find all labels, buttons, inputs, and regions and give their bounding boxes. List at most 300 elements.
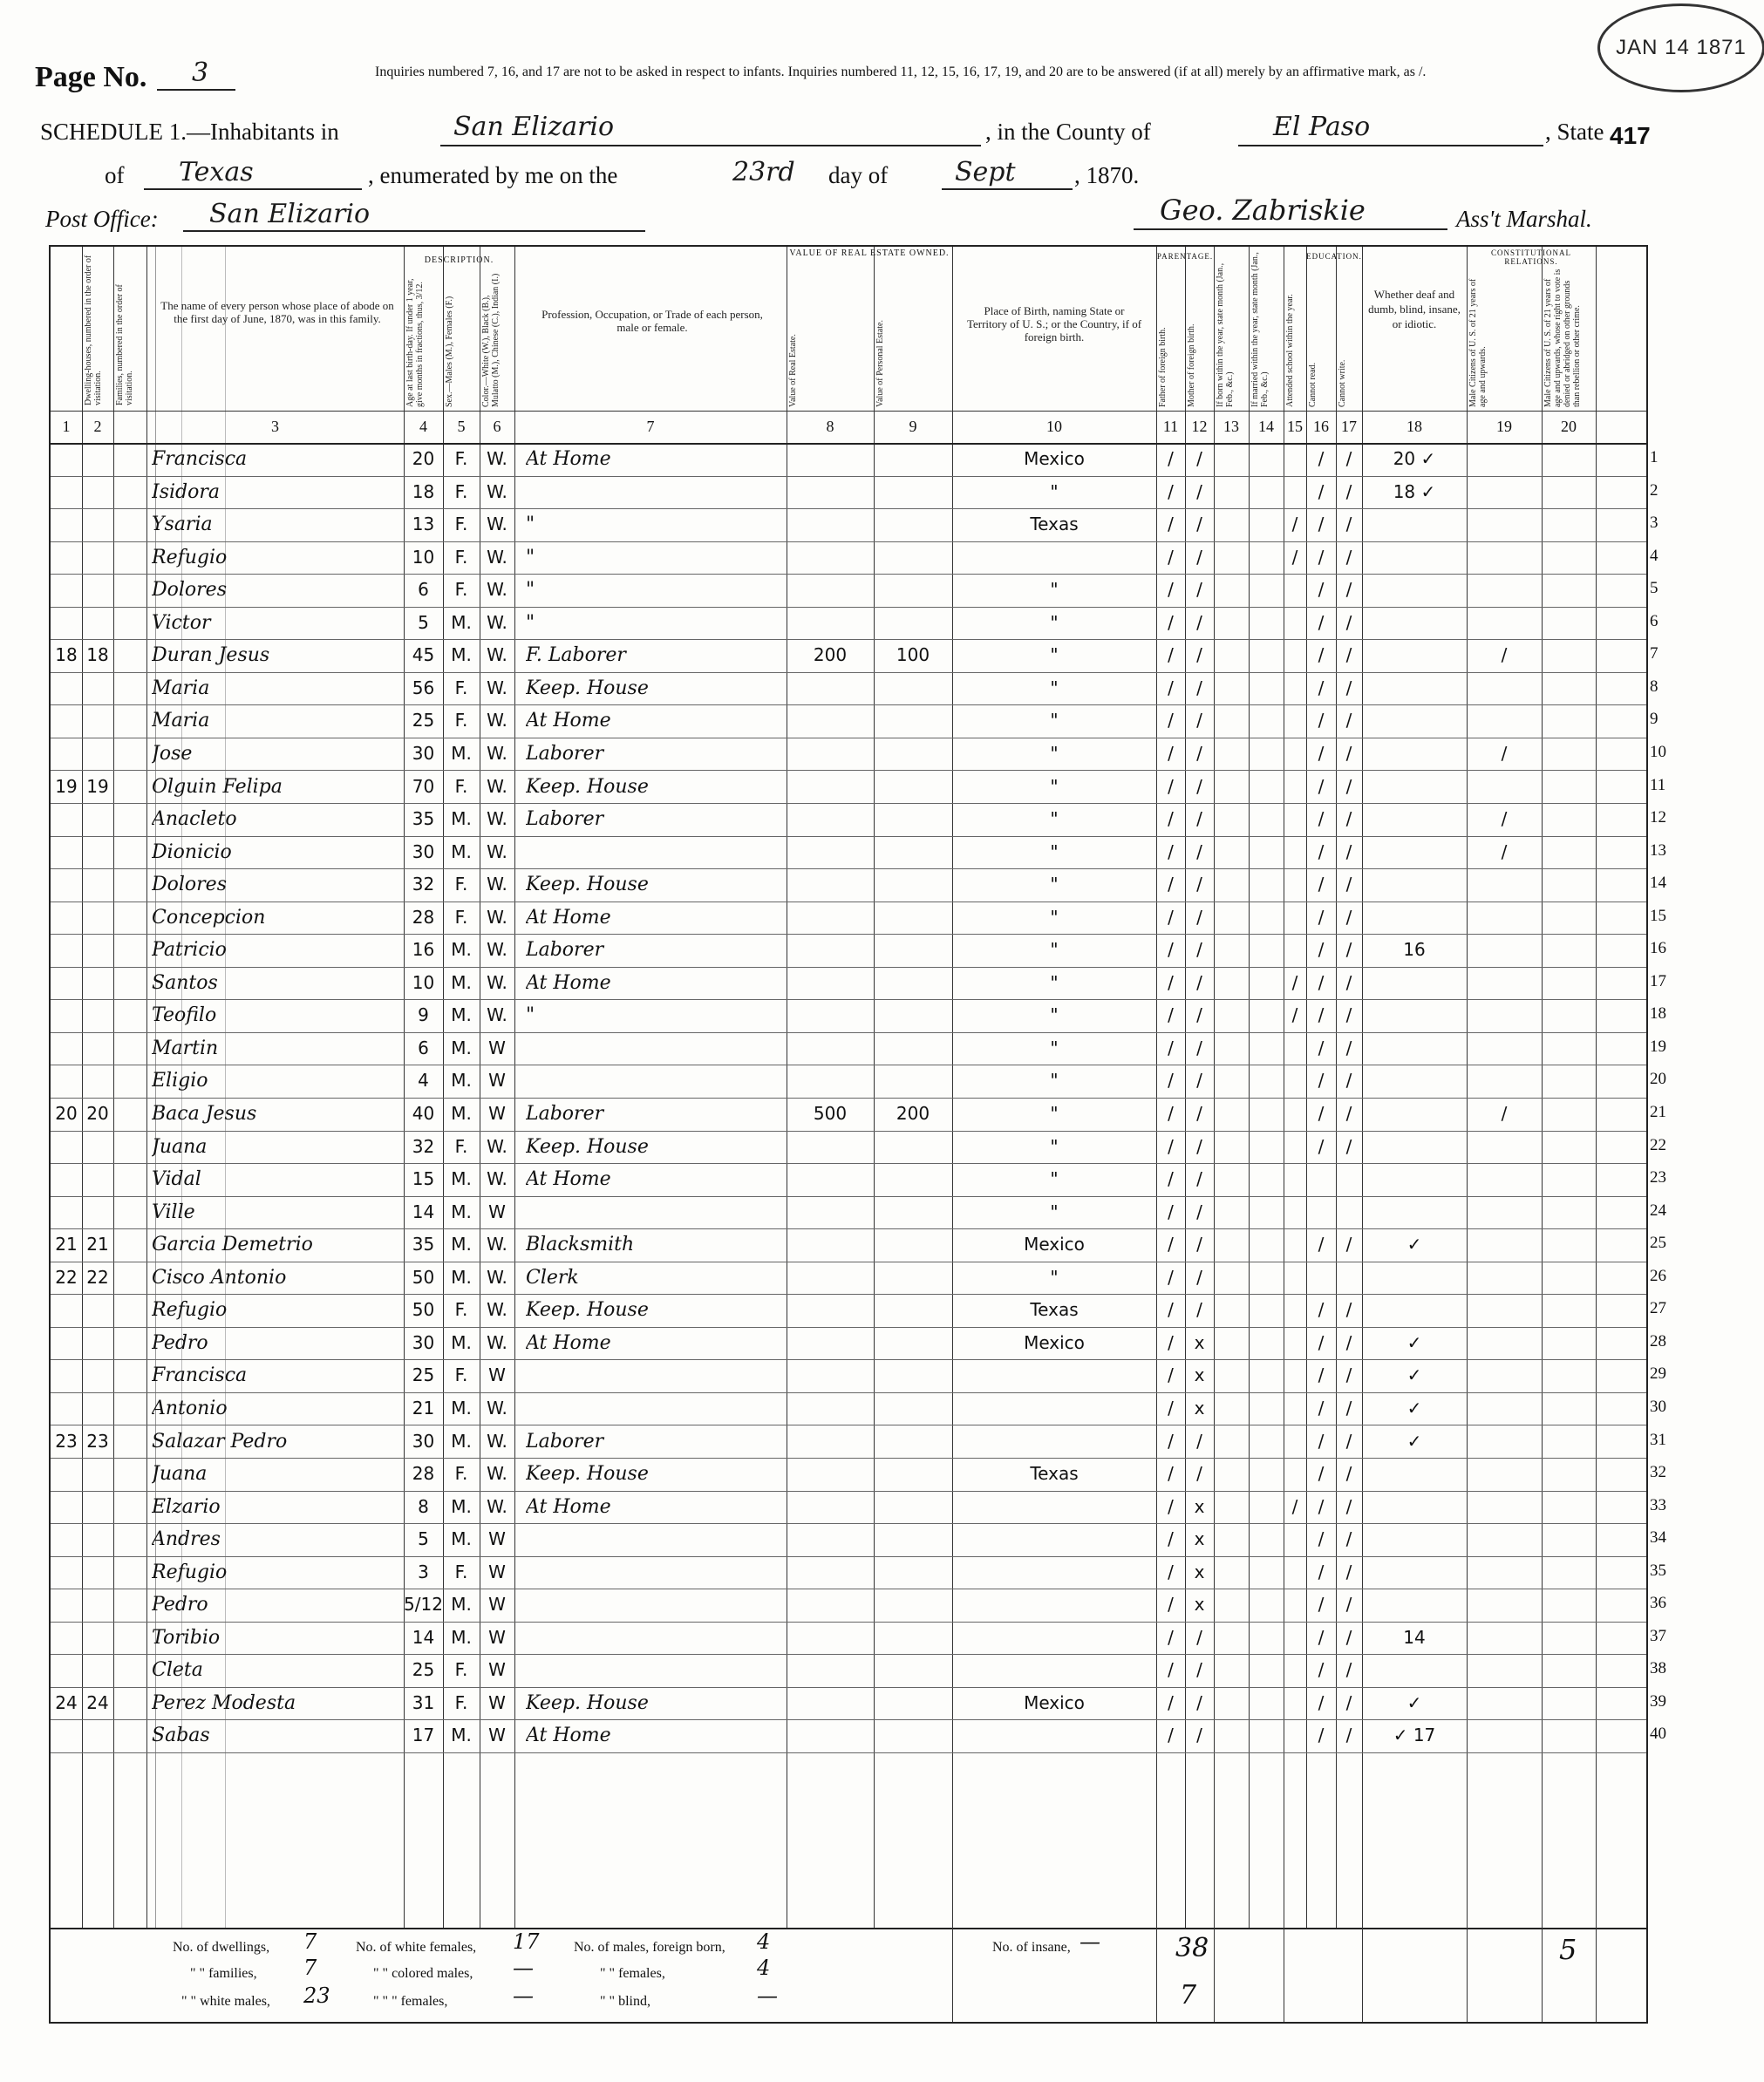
- line-number: 17: [1650, 971, 1666, 990]
- sex: M.: [451, 1725, 472, 1746]
- person-name: Toribio: [152, 1626, 221, 1649]
- person-name: Ysaria: [152, 514, 213, 536]
- line-number: 12: [1650, 808, 1666, 827]
- color: W.: [487, 808, 507, 830]
- father-foreign-mark: /: [1168, 1691, 1174, 1713]
- mother-foreign-mark: /: [1196, 514, 1202, 535]
- cannot-write-mark: /: [1345, 1561, 1352, 1582]
- col-number: 1: [62, 418, 71, 435]
- line-number: 2: [1650, 480, 1658, 500]
- mother-foreign-mark: /: [1196, 710, 1202, 731]
- color: W.: [487, 906, 507, 928]
- cannot-write-mark: /: [1345, 874, 1352, 895]
- dwelling-number: 20: [55, 1103, 78, 1124]
- occupation: Keep. House: [526, 1691, 649, 1714]
- color: W.: [487, 1331, 507, 1353]
- color: W.: [487, 1004, 507, 1026]
- color: W.: [487, 448, 507, 469]
- line-number: 18: [1650, 1004, 1666, 1024]
- age: 30: [412, 840, 435, 862]
- sex: M.: [451, 1528, 472, 1550]
- color: W: [488, 1725, 506, 1746]
- attended-school-mark: /: [1291, 514, 1298, 535]
- occupation: ": [526, 514, 535, 536]
- cannot-read-mark: /: [1318, 1299, 1325, 1321]
- header-group-estate: VALUE OF REAL ESTATE OWNED.: [789, 248, 950, 258]
- birthplace: ": [1050, 874, 1059, 895]
- occupation: Clerk: [526, 1266, 579, 1289]
- of-label: of: [105, 162, 125, 188]
- father-foreign-mark: /: [1168, 840, 1174, 862]
- col-number: 9: [909, 418, 917, 435]
- birthplace: Texas: [1030, 514, 1079, 535]
- person-name: Salazar Pedro: [152, 1430, 288, 1453]
- occupation: ": [526, 611, 535, 634]
- mother-foreign-mark: /: [1196, 742, 1202, 764]
- cannot-read-mark: /: [1318, 1364, 1325, 1386]
- color: W: [488, 1037, 506, 1058]
- mother-foreign-mark: x: [1194, 1495, 1205, 1517]
- father-foreign-mark: /: [1168, 514, 1174, 535]
- cannot-read-mark: /: [1318, 514, 1325, 535]
- father-foreign-mark: /: [1168, 775, 1174, 797]
- header-col-7: Profession, Occupation, or Trade of each person, male or female.: [541, 308, 763, 334]
- cannot-write-mark: /: [1345, 775, 1352, 797]
- father-foreign-mark: /: [1168, 1528, 1174, 1550]
- father-foreign-mark: /: [1168, 1594, 1174, 1616]
- cannot-write-mark: /: [1345, 1331, 1352, 1353]
- occupation: Keep. House: [526, 1135, 649, 1158]
- sex: F.: [454, 1135, 468, 1157]
- mother-foreign-mark: x: [1194, 1561, 1205, 1582]
- color: W: [488, 1070, 506, 1092]
- person-name: Juana: [152, 1463, 208, 1486]
- cannot-write-mark: /: [1345, 1070, 1352, 1092]
- sex: M.: [451, 1004, 472, 1026]
- county-name: El Paso: [1273, 112, 1371, 142]
- line-number: 33: [1650, 1495, 1666, 1514]
- occupation: Laborer: [526, 939, 604, 962]
- sex: F.: [454, 546, 468, 568]
- sex: M.: [451, 644, 472, 666]
- father-foreign-mark: /: [1168, 480, 1174, 502]
- birthplace: Texas: [1030, 1463, 1079, 1485]
- father-foreign-mark: /: [1168, 1201, 1174, 1222]
- cannot-read-mark: /: [1318, 742, 1325, 764]
- sheet-number: 417: [1610, 122, 1651, 149]
- day-of-label: day of: [828, 162, 889, 188]
- marshal-label: Ass't Marshal.: [1456, 206, 1592, 232]
- color: W.: [487, 1299, 507, 1321]
- cannot-write-mark: /: [1345, 644, 1352, 666]
- sex: M.: [451, 1331, 472, 1353]
- blind-value: —: [757, 1983, 778, 2008]
- occupation: Keep. House: [526, 1299, 649, 1322]
- age: 6: [418, 579, 429, 601]
- citizen-mark: /: [1501, 644, 1508, 666]
- line-number: 6: [1650, 611, 1658, 630]
- line-number: 5: [1650, 579, 1658, 598]
- birthplace: ": [1050, 480, 1059, 502]
- color: W.: [487, 644, 507, 666]
- post-office-line: [183, 230, 645, 232]
- mother-foreign-mark: /: [1196, 1103, 1202, 1124]
- sex: F.: [454, 448, 468, 469]
- father-foreign-mark: /: [1168, 1266, 1174, 1288]
- line-number: 40: [1650, 1725, 1666, 1744]
- line-number: 9: [1650, 710, 1658, 729]
- person-name: Refugio: [152, 1299, 228, 1322]
- dwelling-number: 22: [55, 1266, 78, 1288]
- occupation: At Home: [526, 448, 611, 470]
- person-name: Victor: [152, 611, 211, 634]
- header-group-parentage: PARENTAGE.: [1156, 252, 1214, 261]
- sex: M.: [451, 1168, 472, 1190]
- occupation: ": [526, 546, 535, 568]
- county-line: [1238, 145, 1543, 146]
- state-name: Texas: [179, 157, 254, 187]
- disability-note: 14: [1403, 1626, 1426, 1648]
- cannot-write-mark: /: [1345, 1495, 1352, 1517]
- occupation: F. Laborer: [526, 644, 626, 667]
- birthplace: Mexico: [1024, 1234, 1085, 1255]
- person-name: Garcia Demetrio: [152, 1234, 313, 1256]
- cannot-write-mark: /: [1345, 1659, 1352, 1681]
- line-number: 11: [1650, 775, 1666, 794]
- dwellings-value: 7: [303, 1929, 317, 1954]
- person-name: Refugio: [152, 1561, 228, 1583]
- father-foreign-mark: /: [1168, 906, 1174, 928]
- cannot-write-mark: /: [1345, 906, 1352, 928]
- color: W: [488, 1201, 506, 1222]
- line-number: 30: [1650, 1397, 1666, 1416]
- father-foreign-mark: /: [1168, 1463, 1174, 1485]
- state-label: , State: [1545, 119, 1604, 145]
- father-foreign-mark: /: [1168, 710, 1174, 731]
- year-value: , 1870.: [1074, 162, 1140, 188]
- birthplace: Mexico: [1024, 1331, 1085, 1353]
- sex: M.: [451, 1397, 472, 1419]
- line-number: 22: [1650, 1135, 1666, 1154]
- cannot-read-mark: /: [1318, 1234, 1325, 1255]
- father-foreign-mark: /: [1168, 1070, 1174, 1092]
- line-number: 20: [1650, 1070, 1666, 1089]
- cannot-write-mark: /: [1345, 1725, 1352, 1746]
- cannot-read-mark: /: [1318, 611, 1325, 633]
- occupation: Keep. House: [526, 775, 649, 798]
- birthplace: Mexico: [1024, 448, 1085, 469]
- white-males-label: " " white males,: [181, 1994, 270, 2009]
- header-col-15: Attended school within the year.: [1285, 294, 1295, 407]
- cannot-read-mark: /: [1318, 1430, 1325, 1452]
- mother-foreign-mark: /: [1196, 1725, 1202, 1746]
- marshal-line: [1134, 228, 1447, 230]
- occupation: At Home: [526, 1168, 611, 1191]
- cannot-read-mark: /: [1318, 1626, 1325, 1648]
- age: 45: [412, 644, 435, 666]
- disability-note: ✓: [1406, 1234, 1422, 1255]
- person-name: Martin: [152, 1037, 219, 1059]
- dwelling-number: 24: [55, 1691, 78, 1713]
- header-col-13: If born within the year, state month (Jan., Feb., &c.): [1216, 262, 1235, 407]
- cannot-read-mark: /: [1318, 1135, 1325, 1157]
- parentage-total: 38: [1175, 1933, 1209, 1963]
- citizen-mark: /: [1501, 808, 1508, 830]
- sex: M.: [451, 742, 472, 764]
- header-col-10: Place of Birth, naming State or Territory of U. S.; or the Country, if of foreign birth.: [966, 304, 1142, 344]
- colored-females-value: —: [513, 1983, 534, 2008]
- occupation: At Home: [526, 971, 611, 994]
- mother-foreign-mark: /: [1196, 448, 1202, 469]
- disability-note: ✓: [1406, 1430, 1422, 1452]
- page-label: Page No.: [35, 61, 147, 93]
- insane-label: No. of insane,: [992, 1940, 1071, 1955]
- sex: F.: [454, 874, 468, 895]
- person-name: Baca Jesus: [152, 1103, 257, 1125]
- color: W.: [487, 939, 507, 961]
- father-foreign-mark: /: [1168, 1135, 1174, 1157]
- sex: M.: [451, 840, 472, 862]
- color: W.: [487, 1397, 507, 1419]
- sex: F.: [454, 1463, 468, 1485]
- occupation: Laborer: [526, 742, 604, 765]
- sex: M.: [451, 611, 472, 633]
- line-number: 29: [1650, 1364, 1666, 1384]
- age: 30: [412, 1331, 435, 1353]
- sex: M.: [451, 971, 472, 993]
- family-number: 21: [86, 1234, 109, 1255]
- col-number: 20: [1561, 418, 1577, 435]
- line-number: 37: [1650, 1626, 1666, 1645]
- age: 17: [412, 1725, 435, 1746]
- cannot-write-mark: /: [1345, 840, 1352, 862]
- occupation: Laborer: [526, 1430, 604, 1453]
- person-name: Cisco Antonio: [152, 1266, 287, 1289]
- person-name: Duran Jesus: [152, 644, 270, 667]
- foreign-females-label: " " females,: [600, 1966, 665, 1981]
- person-name: Patricio: [152, 939, 227, 962]
- sex: M.: [451, 939, 472, 961]
- birthplace: ": [1050, 906, 1059, 928]
- citizen-mark: /: [1501, 742, 1508, 764]
- received-stamp: [1597, 3, 1764, 92]
- cannot-read-mark: /: [1318, 644, 1325, 666]
- person-name: Dolores: [152, 874, 227, 896]
- father-foreign-mark: /: [1168, 644, 1174, 666]
- person-name: Perez Modesta: [152, 1691, 296, 1714]
- month-line: [942, 188, 1073, 190]
- attended-school-mark: /: [1291, 1495, 1298, 1517]
- white-females-value: 17: [513, 1929, 540, 1954]
- cannot-read-mark: /: [1318, 1070, 1325, 1092]
- color: W.: [487, 546, 507, 568]
- birthplace: ": [1050, 1168, 1059, 1190]
- col-number: 11: [1162, 418, 1179, 435]
- cannot-read-mark: /: [1318, 840, 1325, 862]
- sex: M.: [451, 1037, 472, 1058]
- person-name: Pedro: [152, 1331, 208, 1354]
- mother-foreign-mark: x: [1194, 1594, 1205, 1616]
- cannot-read-mark: /: [1318, 1561, 1325, 1582]
- birthplace: Mexico: [1024, 1691, 1085, 1713]
- line-number: 7: [1650, 644, 1658, 663]
- cannot-read-mark: /: [1318, 1528, 1325, 1550]
- family-number: 22: [86, 1266, 109, 1288]
- disability-note: ✓: [1406, 1397, 1422, 1419]
- sex: M.: [451, 1234, 472, 1255]
- person-name: Andres: [152, 1528, 221, 1551]
- person-name: Olguin Felipa: [152, 775, 283, 798]
- cannot-read-mark: /: [1318, 1691, 1325, 1713]
- col-number: 16: [1313, 418, 1329, 435]
- col-number: 19: [1496, 418, 1512, 435]
- sex: M.: [451, 1103, 472, 1124]
- cannot-write-mark: /: [1345, 677, 1352, 698]
- line-number: 19: [1650, 1037, 1666, 1056]
- line-number: 28: [1650, 1331, 1666, 1351]
- mother-foreign-mark: /: [1196, 1168, 1202, 1190]
- cannot-read-mark: /: [1318, 1495, 1325, 1517]
- father-foreign-mark: /: [1168, 1037, 1174, 1058]
- family-number: 20: [86, 1103, 109, 1124]
- post-office-label: Post Office:: [45, 206, 159, 232]
- dwelling-number: 19: [55, 775, 78, 797]
- disability-note: 20 ✓: [1393, 448, 1436, 469]
- mother-foreign-mark: /: [1196, 1299, 1202, 1321]
- father-foreign-mark: /: [1168, 677, 1174, 698]
- line-number: 32: [1650, 1463, 1666, 1482]
- father-foreign-mark: /: [1168, 1234, 1174, 1255]
- age: 25: [412, 1659, 435, 1681]
- cannot-write-mark: /: [1345, 1430, 1352, 1452]
- age: 14: [412, 1626, 435, 1648]
- color: W.: [487, 1495, 507, 1517]
- mother-foreign-mark: x: [1194, 1331, 1205, 1353]
- father-foreign-mark: /: [1168, 448, 1174, 469]
- age: 31: [412, 1691, 435, 1713]
- cannot-read-mark: /: [1318, 971, 1325, 993]
- person-name: Pedro: [152, 1594, 208, 1616]
- person-name: Elzario: [152, 1495, 221, 1518]
- cannot-read-mark: /: [1318, 1725, 1325, 1746]
- disability-note: ✓: [1406, 1364, 1422, 1386]
- line-number: 13: [1650, 840, 1666, 860]
- page-number: 3: [192, 58, 209, 88]
- col-number: 13: [1223, 418, 1239, 435]
- sex: M.: [451, 1070, 472, 1092]
- cannot-write-mark: /: [1345, 1594, 1352, 1616]
- mother-foreign-mark: x: [1194, 1397, 1205, 1419]
- line-number: 24: [1650, 1201, 1666, 1220]
- summary-footer: [49, 1926, 1648, 2024]
- age: 50: [412, 1266, 435, 1288]
- father-foreign-mark: /: [1168, 939, 1174, 961]
- mother-foreign-mark: /: [1196, 971, 1202, 993]
- mother-foreign-mark: /: [1196, 906, 1202, 928]
- line-number: 36: [1650, 1594, 1666, 1613]
- families-value: 7: [303, 1956, 317, 1980]
- header-col-17: Cannot write.: [1338, 359, 1347, 407]
- color: W.: [487, 840, 507, 862]
- birthplace: ": [1050, 971, 1059, 993]
- age: 5: [418, 1528, 429, 1550]
- mother-foreign-mark: /: [1196, 1626, 1202, 1648]
- color: W.: [487, 480, 507, 502]
- line-number: 16: [1650, 939, 1666, 958]
- age: 25: [412, 710, 435, 731]
- mother-foreign-mark: /: [1196, 677, 1202, 698]
- cannot-read-mark: /: [1318, 710, 1325, 731]
- color: W.: [487, 1430, 507, 1452]
- col-number: 15: [1287, 418, 1303, 435]
- occupation: Keep. House: [526, 677, 649, 699]
- sex: M.: [451, 1594, 472, 1616]
- cannot-write-mark: /: [1345, 1004, 1352, 1026]
- cannot-read-mark: /: [1318, 579, 1325, 601]
- cannot-read-mark: /: [1318, 874, 1325, 895]
- age: 70: [412, 775, 435, 797]
- father-foreign-mark: /: [1168, 1495, 1174, 1517]
- age: 56: [412, 677, 435, 698]
- family-number: 23: [86, 1430, 109, 1452]
- cannot-read-mark: /: [1318, 1659, 1325, 1681]
- sex: F.: [454, 1659, 468, 1681]
- birthplace: ": [1050, 808, 1059, 830]
- person-name: Isidora: [152, 480, 220, 503]
- father-foreign-mark: /: [1168, 1561, 1174, 1582]
- sex: F.: [454, 906, 468, 928]
- mother-foreign-mark: /: [1196, 1659, 1202, 1681]
- sex: F.: [454, 710, 468, 731]
- father-foreign-mark: /: [1168, 1004, 1174, 1026]
- age: 21: [412, 1397, 435, 1419]
- header-col-2: Families, numbered in the order of visitation.: [115, 284, 134, 405]
- header-col-14: If married within the year, state month (Jan., Feb., &c.): [1250, 252, 1270, 407]
- mother-foreign-mark: /: [1196, 611, 1202, 633]
- personal-estate-value: 100: [896, 644, 930, 666]
- color: W.: [487, 579, 507, 601]
- enumerated-label: , enumerated by me on the: [368, 162, 618, 188]
- header-col-8: Value of Real Estate.: [788, 334, 798, 407]
- person-name: Maria: [152, 677, 210, 699]
- sex: M.: [451, 1626, 472, 1648]
- header-col-1: Dwelling-houses, numbered in the order of visitation.: [84, 255, 103, 405]
- mother-foreign-mark: /: [1196, 1463, 1202, 1485]
- age: 13: [412, 514, 435, 535]
- family-number: 24: [86, 1691, 109, 1713]
- page-number-line: [157, 89, 235, 91]
- dwellings-label: No. of dwellings,: [173, 1940, 270, 1955]
- line-number: 39: [1650, 1691, 1666, 1711]
- line-number: 1: [1650, 448, 1658, 466]
- mother-foreign-mark: /: [1196, 1234, 1202, 1255]
- cannot-read-mark: /: [1318, 906, 1325, 928]
- father-foreign-mark: /: [1168, 1725, 1174, 1746]
- occupation: At Home: [526, 906, 611, 929]
- citizen-mark: /: [1501, 1103, 1508, 1124]
- header-col-4: Age at last birth-day. If under 1 year, give months in fractions, thus, 3/12.: [405, 278, 425, 407]
- mother-foreign-mark: /: [1196, 546, 1202, 568]
- birthplace: ": [1050, 611, 1059, 633]
- sex: F.: [454, 1364, 468, 1386]
- line-numbers: [0, 441, 1764, 1752]
- cannot-read-mark: /: [1318, 1463, 1325, 1485]
- sex: F.: [454, 775, 468, 797]
- father-foreign-mark: /: [1168, 1626, 1174, 1648]
- mother-foreign-mark: /: [1196, 480, 1202, 502]
- line-number: 38: [1650, 1659, 1666, 1678]
- place-line: [440, 145, 981, 146]
